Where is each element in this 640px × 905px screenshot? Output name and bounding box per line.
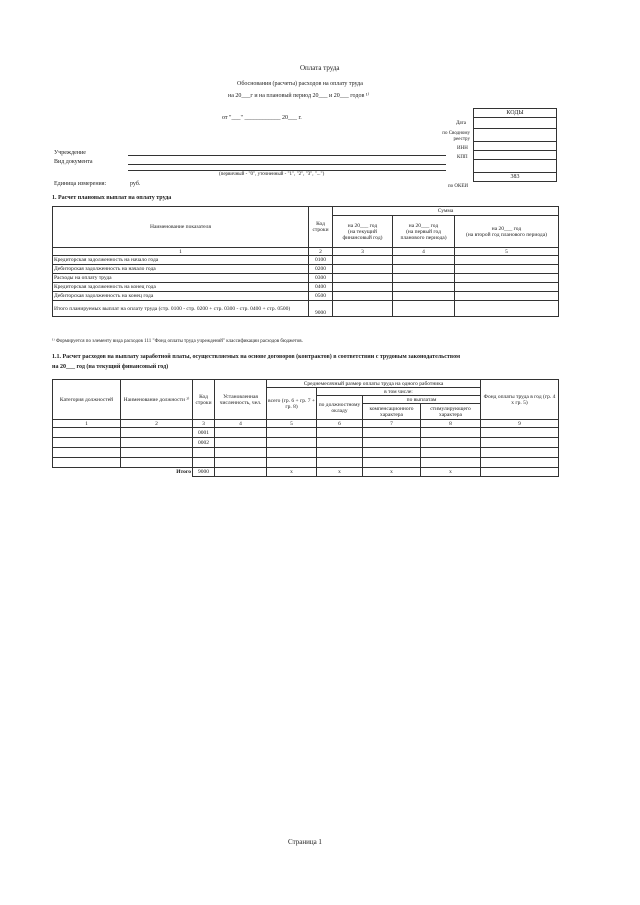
num-cell: 3 bbox=[333, 248, 393, 256]
table-row bbox=[53, 438, 559, 448]
section11-table bbox=[52, 379, 559, 477]
code-empty-1 bbox=[474, 160, 557, 173]
cell[interactable] bbox=[317, 448, 363, 458]
value-cell[interactable] bbox=[333, 265, 393, 274]
num-cell: 9 bbox=[481, 420, 559, 428]
col-avg-header: Среднемесячный размер оплаты труда на одного работника bbox=[267, 380, 481, 388]
code-registry[interactable] bbox=[474, 129, 557, 142]
col-total-header: всего (гр. 6 + гр. 7 + гр. 8) bbox=[267, 388, 317, 420]
cell[interactable] bbox=[215, 458, 267, 468]
date-label: Дата bbox=[456, 121, 466, 126]
code-kpp[interactable] bbox=[474, 151, 557, 160]
section11-title-2: на 20___ год (на текущий финансовый год) bbox=[52, 364, 169, 370]
total-row bbox=[53, 468, 559, 477]
x-cell: x bbox=[317, 468, 363, 477]
cell[interactable] bbox=[481, 438, 559, 448]
cell[interactable] bbox=[121, 448, 193, 458]
page-title: Оплата труда bbox=[300, 64, 340, 72]
col-sum-header: Сумма bbox=[333, 207, 559, 216]
value-cell[interactable] bbox=[455, 274, 559, 283]
value-cell[interactable] bbox=[393, 265, 455, 274]
table-row bbox=[53, 265, 559, 274]
doc-type-label: Вид документа bbox=[54, 159, 93, 165]
cell[interactable] bbox=[267, 458, 317, 468]
num-cell: 4 bbox=[215, 420, 267, 428]
x-cell: x bbox=[363, 468, 421, 477]
table-row bbox=[53, 283, 559, 292]
table-row bbox=[53, 292, 559, 301]
cell[interactable] bbox=[215, 448, 267, 458]
cell[interactable] bbox=[121, 458, 193, 468]
cell[interactable] bbox=[421, 438, 481, 448]
cell[interactable] bbox=[421, 458, 481, 468]
cell[interactable] bbox=[481, 428, 559, 438]
row-code: 0300 bbox=[309, 274, 333, 283]
row-code: 0001 bbox=[193, 428, 215, 438]
col-year2-header: на 20___ год (на первый год планового периода) bbox=[393, 216, 455, 248]
col-incl-header: в том числе: bbox=[317, 388, 481, 396]
value-cell[interactable] bbox=[393, 301, 455, 317]
cell[interactable] bbox=[317, 438, 363, 448]
cell[interactable] bbox=[267, 438, 317, 448]
unit-label: Единица измерения: bbox=[54, 181, 107, 187]
row-code: 0400 bbox=[309, 283, 333, 292]
okei-label: по ОКЕИ bbox=[448, 184, 469, 189]
num-cell: 6 bbox=[317, 420, 363, 428]
page-number: Страница 1 bbox=[288, 838, 322, 846]
code-inn[interactable] bbox=[474, 142, 557, 151]
footnote: ¹⁾ Формируется по элементу вида расходов 111 "Фонд оплаты труда учреждений" классификации расходов бюджетов. bbox=[52, 339, 303, 344]
cell[interactable] bbox=[363, 438, 421, 448]
row-code: 0100 bbox=[309, 256, 333, 265]
value-cell[interactable] bbox=[393, 292, 455, 301]
total-code: 9000 bbox=[193, 468, 215, 477]
num-cell: 1 bbox=[53, 420, 121, 428]
row-code bbox=[193, 458, 215, 468]
doc-type-hint: (первичный - "0", уточненный - "1", "2", "3", "...") bbox=[219, 172, 325, 177]
cell[interactable] bbox=[215, 468, 267, 477]
table-row bbox=[53, 428, 559, 438]
value-cell[interactable] bbox=[333, 274, 393, 283]
cell[interactable] bbox=[53, 428, 121, 438]
value-cell[interactable] bbox=[393, 283, 455, 292]
codes-header: КОДЫ bbox=[474, 109, 557, 118]
cell[interactable] bbox=[53, 448, 121, 458]
date-line: от "___" ____________ 20___ г. bbox=[222, 115, 302, 121]
num-cell: 7 bbox=[363, 420, 421, 428]
num-cell: 5 bbox=[455, 248, 559, 256]
value-cell[interactable] bbox=[455, 265, 559, 274]
cell[interactable] bbox=[421, 448, 481, 458]
row-code: 0002 bbox=[193, 438, 215, 448]
row-name: Дебиторская задолженность на конец года bbox=[53, 292, 309, 301]
total-row bbox=[53, 301, 559, 317]
value-cell[interactable] bbox=[393, 256, 455, 265]
table-row bbox=[53, 458, 559, 468]
total-label: Итого bbox=[121, 468, 193, 477]
col-position-header: Наименование должности ²⁾ bbox=[121, 380, 193, 420]
cell[interactable] bbox=[363, 428, 421, 438]
institution-label: Учреждение bbox=[54, 150, 86, 156]
cell[interactable] bbox=[121, 428, 193, 438]
section11-title: 1.1. Расчет расходов на выплату заработной платы, осуществляемых на основе договоров (контрактов) в соответствии с трудовым законодательством bbox=[52, 354, 461, 360]
value-cell[interactable] bbox=[455, 301, 559, 317]
value-cell[interactable] bbox=[333, 301, 393, 317]
row-code: 9000 bbox=[309, 301, 333, 317]
num-cell: 3 bbox=[193, 420, 215, 428]
cell[interactable] bbox=[267, 428, 317, 438]
cell[interactable] bbox=[363, 448, 421, 458]
col-code-header: Код строки bbox=[193, 380, 215, 420]
row-code: 0500 bbox=[309, 292, 333, 301]
col-year3-header: на 20___ год (на второй год планового периода) bbox=[455, 216, 559, 248]
col-code-header: Код строки bbox=[309, 207, 333, 248]
cell[interactable] bbox=[53, 458, 121, 468]
value-cell[interactable] bbox=[333, 283, 393, 292]
value-cell[interactable] bbox=[393, 274, 455, 283]
cell[interactable] bbox=[317, 428, 363, 438]
cell[interactable] bbox=[481, 448, 559, 458]
num-cell: 2 bbox=[309, 248, 333, 256]
cell[interactable] bbox=[215, 438, 267, 448]
value-cell[interactable] bbox=[455, 283, 559, 292]
num-cell: 2 bbox=[121, 420, 193, 428]
table-row bbox=[53, 448, 559, 458]
table-row bbox=[53, 274, 559, 283]
period-line: на 20___г и на плановый период 20___ и 20___ годов ¹⁾ bbox=[228, 93, 370, 99]
codes-box bbox=[473, 108, 557, 182]
col-stim-header: стимулирующего характера bbox=[421, 404, 481, 420]
cell[interactable] bbox=[363, 458, 421, 468]
row-code: 0200 bbox=[309, 265, 333, 274]
x-cell: x bbox=[267, 468, 317, 477]
row-name: Расходы на оплату труда bbox=[53, 274, 309, 283]
cell[interactable] bbox=[121, 438, 193, 448]
col-payments-header: по выплатам bbox=[363, 396, 481, 404]
col-staff-header: Установленная численность, чел. bbox=[215, 380, 267, 420]
cell[interactable] bbox=[53, 438, 121, 448]
num-cell: 8 bbox=[421, 420, 481, 428]
registry-label: по Сводному реестру bbox=[442, 131, 470, 142]
num-cell: 5 bbox=[267, 420, 317, 428]
code-okei: 383 bbox=[474, 173, 557, 182]
cell[interactable] bbox=[267, 448, 317, 458]
row-name: Дебиторская задолженность на начало года bbox=[53, 265, 309, 274]
section1-table bbox=[52, 206, 559, 317]
value-cell[interactable] bbox=[333, 292, 393, 301]
col-salary-header: по должностному окладу bbox=[317, 396, 363, 420]
cell[interactable] bbox=[481, 458, 559, 468]
row-name: Итого планируемых выплат на оплату труда (стр. 0100 - стр. 0200 + стр. 0300 - стр. 0400 + стр. 0500) bbox=[53, 301, 309, 317]
col-comp-header: компенсационного характера bbox=[363, 404, 421, 420]
inn-label: ИНН bbox=[457, 146, 468, 151]
row-name: Кредиторская задолженность на конец года bbox=[53, 283, 309, 292]
num-cell: 1 bbox=[53, 248, 309, 256]
value-cell[interactable] bbox=[333, 256, 393, 265]
col-year1-header: на 20___ год (на текущий финансовый год) bbox=[333, 216, 393, 248]
code-date[interactable] bbox=[474, 118, 557, 129]
row-name: Кредиторская задолженность на начало года bbox=[53, 256, 309, 265]
row-code bbox=[193, 448, 215, 458]
cell[interactable] bbox=[481, 468, 559, 477]
table-row bbox=[53, 256, 559, 265]
col-fund-header: Фонд оплаты труда в год (гр. 4 х гр. 5) bbox=[481, 380, 559, 420]
col-category-header: Категория должностей bbox=[53, 380, 121, 420]
cell[interactable] bbox=[215, 428, 267, 438]
num-cell: 4 bbox=[393, 248, 455, 256]
page-subtitle: Обоснования (расчеты) расходов на оплату труда bbox=[237, 81, 363, 87]
kpp-label: КПП bbox=[457, 155, 468, 160]
cell[interactable] bbox=[421, 428, 481, 438]
value-cell[interactable] bbox=[455, 256, 559, 265]
unit-value: руб. bbox=[130, 181, 141, 187]
section1-title: 1. Расчет плановых выплат на оплату труда bbox=[52, 195, 172, 201]
x-cell: x bbox=[421, 468, 481, 477]
value-cell[interactable] bbox=[455, 292, 559, 301]
col-name-header: Наименование показателя bbox=[53, 207, 309, 248]
cell[interactable] bbox=[317, 458, 363, 468]
